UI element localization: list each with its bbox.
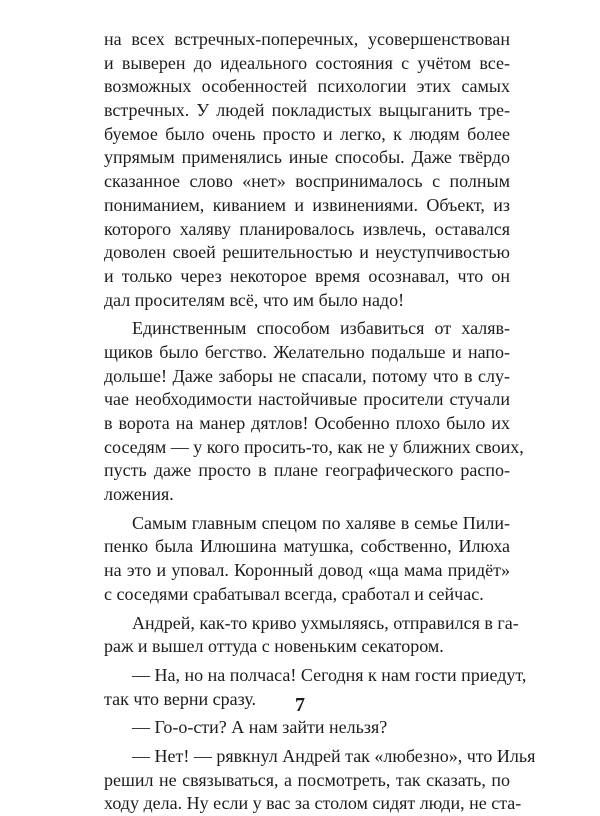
text-line: Самым главным спецом по халяве в семье Пили- [132,512,510,533]
page-number: 7 [295,694,305,716]
text-line: Единственным способом избавиться от халяв- [132,318,510,339]
text-line: дольше! Даже заборы не спасали, потому что в слу- [104,365,510,386]
paragraph [104,612,519,659]
text-line: — На, но на полчаса! Сегодня к нам гости приедут, [132,664,527,685]
paragraph [104,512,510,607]
text-line: соседям — у кого просить-то, как не у ближних своих, [104,436,524,457]
text-line: на всех встречных-поперечных, усовершенствован [104,29,510,49]
text-line: пенко была Илюшина матушка, собственно, Илюха [104,536,510,557]
text-line: пусть даже просто в плане географического распо- [104,460,510,481]
text-line: и только через некоторое время осознавал, что он [104,265,510,286]
text-line: ходу дела. Ну если у вас за столом сидят люди, не ста- [104,793,522,814]
text-line: в ворота на манер дятлов! Особенно плохо было их [104,413,510,433]
text-line: щиков было бегство. Желательно подальше и напо- [104,341,510,362]
paragraph [104,28,510,312]
text-line: пониманием, киванием и извинениями. Объект, из [104,194,510,215]
paragraph [104,317,524,507]
dialogue-paragraph [104,716,510,740]
text-line: возможных особенностей психологии этих самых [104,76,510,97]
text-line: которого халяву планировалось извлечь, оставался [104,218,510,239]
text-line: доволен своей решительностью и неуступчивостью [104,242,510,263]
text-line: с соседями срабатывал всегда, сработал и сейчас. [104,583,484,604]
dialogue-paragraph [104,745,536,816]
text-line: сказанное слово «нет» воспринималось с полным [104,171,510,192]
text-line: встречных. У людей покладистых выцыганить тре- [104,100,510,121]
text-line: буемое было очень просто и легко, к людям более [104,123,510,144]
text-line: раж и вышел оттуда с новеньким секатором. [104,636,444,657]
text-line: дал просителям всё, что им было надо! [104,289,405,310]
text-line: и выверен до идеального состояния с учётом все- [104,52,510,73]
text-line: решил не связываться, а посмотреть, так сказать, по [104,769,510,790]
text-line: Андрей, как-то криво ухмыляясь, отправился в га- [132,612,519,633]
text-line: чае необходимости настойчивые просители стучали [104,389,510,410]
text-line: ложения. [104,484,174,505]
text-line: упрямым применялись иные способы. Даже твёрдо [104,147,510,168]
text-line: на это и уповал. Коронный довод «ща мама придёт» [104,560,510,581]
text-line: — Нет! — рявкнул Андрей так «любезно», что Илья [132,745,536,766]
text-line: — Го-о-сти? А нам зайти нельзя? [132,717,388,738]
text-line: так что верни сразу. [104,688,257,709]
